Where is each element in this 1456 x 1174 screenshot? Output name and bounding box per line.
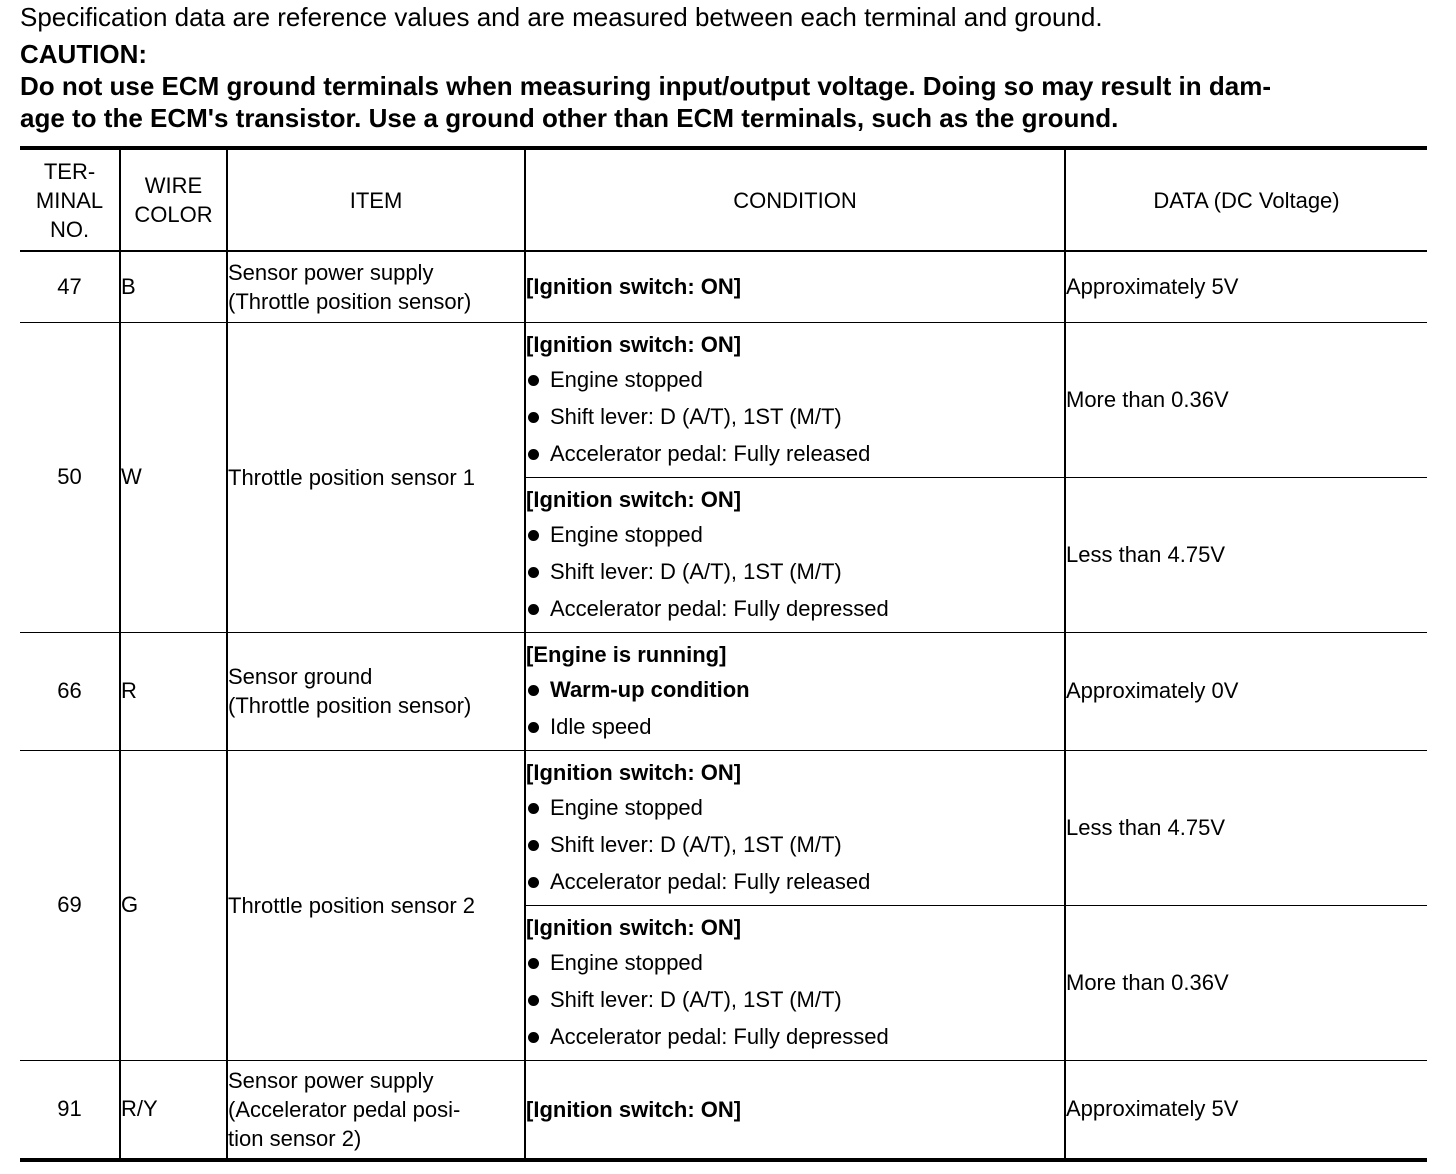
- terminal-number: 91: [20, 1060, 120, 1160]
- intro-text: Specification data are reference values and are measured between each terminal and ground.: [20, 2, 1103, 32]
- list-item-text: Engine stopped: [550, 521, 703, 547]
- caution-body: [20, 70, 1428, 134]
- list-item-text: Shift lever: D (A/T), 1ST (M/T): [550, 403, 842, 429]
- list-item: [526, 789, 1064, 826]
- wire-color: R: [120, 632, 227, 750]
- condition-heading: [Ignition switch: ON]: [526, 914, 742, 940]
- table-row: [20, 322, 1427, 477]
- condition-cell: [525, 251, 1065, 322]
- header-data: DATA (DC Voltage): [1065, 148, 1427, 251]
- header-terminal-no: [20, 148, 120, 251]
- list-item: [526, 671, 1064, 708]
- bullet-icon: [528, 877, 539, 888]
- item-line: (Accelerator pedal posi-: [228, 1096, 461, 1122]
- table-header-row: [20, 148, 1427, 251]
- list-item-text: Engine stopped: [550, 949, 703, 975]
- bullet-icon: [528, 685, 539, 696]
- wire-color: R/Y: [120, 1060, 227, 1160]
- condition-heading: [Ignition switch: ON]: [526, 1096, 742, 1122]
- item-line: tion sensor 2): [228, 1125, 362, 1151]
- bullet-icon: [528, 449, 539, 460]
- list-item-text: Engine stopped: [550, 366, 703, 392]
- terminal-number: 69: [20, 750, 120, 1060]
- bullet-icon: [528, 803, 539, 814]
- item-line: (Throttle position sensor): [228, 288, 472, 314]
- terminal-number: 50: [20, 322, 120, 632]
- item-description: [227, 1060, 525, 1160]
- table-row: [20, 1060, 1427, 1160]
- wire-color: G: [120, 750, 227, 1060]
- wire-color: W: [120, 322, 227, 632]
- bullet-icon: [528, 567, 539, 578]
- header-wire-line: COLOR: [134, 202, 213, 227]
- list-item-text: Accelerator pedal: Fully depressed: [550, 1023, 889, 1049]
- condition-list: [526, 516, 1064, 627]
- terminal-number: 66: [20, 632, 120, 750]
- data-value: Approximately 5V: [1065, 1060, 1427, 1160]
- header-terminal-line: TER-: [43, 158, 96, 184]
- condition-heading: [Ignition switch: ON]: [526, 486, 742, 512]
- list-item-text: Warm-up condition: [550, 676, 750, 702]
- list-item-text: Shift lever: D (A/T), 1ST (M/T): [550, 558, 842, 584]
- header-condition: CONDITION: [525, 148, 1065, 251]
- bullet-icon: [528, 995, 539, 1006]
- terminal-number: 47: [20, 251, 120, 322]
- item-line: Sensor power supply: [228, 1067, 434, 1093]
- caution-line-2: age to the ECM's transistor. Use a ground other than ECM terminals, such as the ground.: [20, 103, 1119, 133]
- item-description: [227, 632, 525, 750]
- condition-cell: [525, 1060, 1065, 1160]
- item-description: [227, 251, 525, 322]
- data-value: Approximately 0V: [1065, 632, 1427, 750]
- header-terminal-line: NO.: [49, 216, 90, 242]
- condition-heading: [Engine is running]: [526, 641, 727, 667]
- item-line: Throttle position sensor 1: [228, 464, 476, 490]
- list-item-text: Shift lever: D (A/T), 1ST (M/T): [550, 986, 842, 1012]
- list-item: [526, 708, 1064, 745]
- header-wire-color: [120, 148, 227, 251]
- table-row: [20, 750, 1427, 905]
- caution-title: CAUTION:: [20, 39, 148, 69]
- condition-list: [526, 789, 1064, 900]
- item-line: Sensor ground: [228, 664, 373, 689]
- header-terminal-line: MINAL: [35, 187, 104, 213]
- item-line: (Throttle position sensor): [228, 693, 472, 718]
- bullet-icon: [528, 530, 539, 541]
- list-item: [526, 361, 1064, 398]
- condition-list: [526, 944, 1064, 1055]
- bullet-icon: [528, 412, 539, 423]
- data-value: More than 0.36V: [1065, 322, 1427, 477]
- list-item-text: Accelerator pedal: Fully released: [550, 440, 871, 466]
- list-item-text: Shift lever: D (A/T), 1ST (M/T): [550, 831, 842, 857]
- data-value: More than 0.36V: [1065, 905, 1427, 1060]
- data-value: Less than 4.75V: [1065, 477, 1427, 632]
- header-wire-line: WIRE: [144, 173, 203, 198]
- bullet-icon: [528, 604, 539, 615]
- list-item-text: Engine stopped: [550, 794, 703, 820]
- list-item: [526, 826, 1064, 863]
- item-line: Throttle position sensor 2: [228, 892, 476, 918]
- list-item: [526, 944, 1064, 981]
- condition-cell: [525, 905, 1065, 1060]
- condition-cell: [525, 750, 1065, 905]
- condition-list: [526, 671, 1064, 745]
- header-item: ITEM: [227, 148, 525, 251]
- bullet-icon: [528, 722, 539, 733]
- list-item: [526, 553, 1064, 590]
- condition-heading: [Ignition switch: ON]: [526, 274, 742, 300]
- condition-list: [526, 361, 1064, 472]
- condition-cell: [525, 632, 1065, 750]
- data-value: Less than 4.75V: [1065, 750, 1427, 905]
- list-item-text: Idle speed: [550, 713, 652, 739]
- list-item: [526, 981, 1064, 1018]
- condition-cell: [525, 322, 1065, 477]
- bullet-icon: [528, 1032, 539, 1043]
- bullet-icon: [528, 375, 539, 386]
- item-line: Sensor power supply: [228, 259, 434, 285]
- item-description: [227, 750, 525, 1060]
- list-item: [526, 435, 1064, 472]
- list-item: [526, 1018, 1064, 1055]
- condition-heading: [Ignition switch: ON]: [526, 331, 742, 357]
- bullet-icon: [528, 958, 539, 969]
- list-item: [526, 398, 1064, 435]
- list-item: [526, 590, 1064, 627]
- condition-cell: [525, 477, 1065, 632]
- bullet-icon: [528, 840, 539, 851]
- data-value: Approximately 5V: [1065, 251, 1427, 322]
- list-item: [526, 863, 1064, 900]
- list-item-text: Accelerator pedal: Fully released: [550, 868, 871, 894]
- list-item: [526, 516, 1064, 553]
- terminal-spec-table: [20, 146, 1427, 1162]
- condition-heading: [Ignition switch: ON]: [526, 759, 742, 785]
- table-body: [20, 251, 1427, 1160]
- table-row: [20, 632, 1427, 750]
- list-item-text: Accelerator pedal: Fully depressed: [550, 595, 889, 621]
- table-row: [20, 251, 1427, 322]
- caution-line-1: Do not use ECM ground terminals when measuring input/output voltage. Doing so may result in dam-: [20, 71, 1271, 101]
- wire-color: B: [120, 251, 227, 322]
- item-description: [227, 322, 525, 632]
